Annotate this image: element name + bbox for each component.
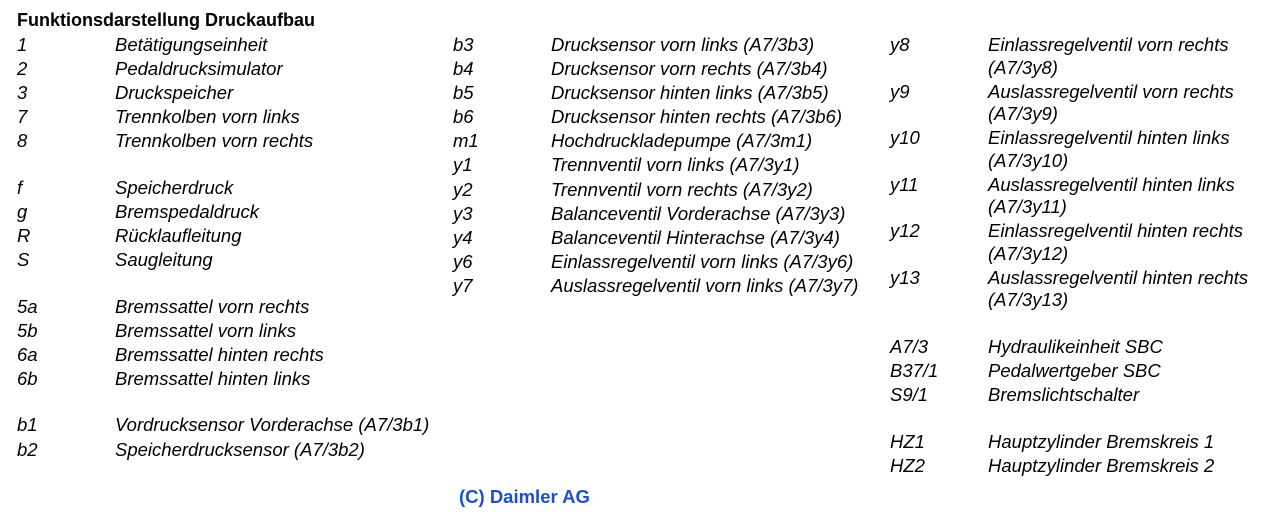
legend-description: Bremssattel vorn links [115, 319, 296, 341]
legend-entry [17, 368, 437, 391]
legend-entry [453, 106, 883, 129]
legend-column-1 [17, 34, 437, 463]
legend-description: Balanceventil Vorderachse (A7/3y3) [551, 202, 846, 224]
legend-entry [890, 81, 1280, 126]
legend-description: Drucksensor vorn links (A7/3b3) [551, 34, 815, 55]
legend-entry [453, 275, 883, 298]
legend-code: 1 [17, 34, 28, 55]
legend-code: 5a [17, 295, 38, 317]
legend-description: Trennventil vorn links (A7/3y1) [551, 154, 800, 176]
legend-entry [453, 58, 883, 81]
legend-description: Trennkolben vorn rechts [115, 130, 314, 152]
legend-code: y12 [890, 220, 920, 242]
legend-entry [453, 154, 883, 177]
legend-description: Auslassregelventil vorn links (A7/3y7) [551, 274, 859, 296]
legend-description: Bremspedaldruck [115, 200, 259, 222]
legend-code: b2 [17, 438, 38, 460]
legend-description: Betätigungseinheit [115, 34, 268, 55]
legend-entry [453, 179, 883, 202]
legend-entry [17, 249, 437, 272]
legend-entry [17, 58, 437, 81]
legend-description: Drucksensor hinten rechts (A7/3b6) [551, 106, 842, 128]
legend-description: Einlassregelventil hinten rechts (A7/3y12) [988, 220, 1244, 264]
legend-code: y13 [890, 266, 920, 288]
legend-code: b3 [453, 34, 474, 55]
legend-entry [890, 360, 1280, 383]
legend-code: b4 [453, 58, 474, 80]
legend-entry [453, 82, 883, 105]
legend-entry [17, 414, 437, 437]
legend-code: y11 [890, 173, 919, 195]
legend-description: Bremslichtschalter [988, 384, 1140, 406]
legend-entry [17, 106, 437, 129]
legend-code: g [17, 200, 28, 222]
legend-code: y2 [453, 178, 473, 200]
legend-code: 8 [17, 130, 28, 152]
legend-description: Rücklaufleitung [115, 225, 242, 247]
legend-code: HZ1 [890, 430, 925, 452]
legend-code: b5 [453, 82, 474, 104]
legend-description: Bremssattel vorn rechts [115, 295, 310, 317]
legend-description: Hauptzylinder Bremskreis 1 [988, 430, 1215, 452]
legend-entry [890, 34, 1280, 79]
legend-column-3 [890, 34, 1280, 479]
page-title: Funktionsdarstellung Druckaufbau [17, 10, 316, 30]
legend-description: Auslassregelventil hinten rechts (A7/3y13) [988, 266, 1249, 311]
legend-entry [17, 439, 437, 462]
legend-description: Hauptzylinder Bremskreis 2 [988, 454, 1215, 476]
legend-description: Trennkolben vorn links [115, 106, 300, 128]
copyright-notice: (C) Daimler AG [459, 486, 590, 507]
legend-description: Bremssattel hinten links [115, 367, 311, 389]
legend-description: Einlassregelventil vorn links (A7/3y6) [551, 250, 854, 272]
legend-entry [17, 130, 437, 153]
legend-description: Auslassregelventil vorn rechts (A7/3y9) [988, 80, 1234, 125]
legend-code: y4 [453, 226, 473, 248]
legend-description: Druckspeicher [115, 82, 234, 104]
legend-entry [890, 431, 1280, 454]
legend-entry [890, 384, 1280, 407]
legend-entry [17, 177, 437, 200]
legend-description: Speicherdruck [115, 176, 234, 198]
legend-description: Drucksensor vorn rechts (A7/3b4) [551, 58, 828, 80]
legend-code: HZ2 [890, 454, 925, 476]
legend-entry [890, 336, 1280, 359]
legend-entry [453, 130, 883, 153]
legend-code: y7 [453, 274, 473, 296]
legend-code: A7/3 [890, 335, 929, 357]
legend-description: Trennventil vorn rechts (A7/3y2) [551, 178, 813, 200]
legend-entry [17, 34, 437, 57]
legend-code: 6a [17, 343, 38, 365]
legend-code: y6 [453, 250, 473, 272]
legend-entry [890, 174, 1280, 219]
legend-description: Hochdruckladepumpe (A7/3m1) [551, 130, 813, 152]
legend-code: m1 [453, 130, 479, 152]
legend-entry [453, 251, 883, 274]
legend-code: b6 [453, 106, 474, 128]
legend-description: Auslassregelventil hinten links (A7/3y11) [988, 173, 1235, 218]
legend-description: Bremssattel hinten rechts [115, 343, 324, 365]
legend-code: y10 [890, 127, 920, 149]
legend-description: Vordrucksensor Vorderachse (A7/3b1) [115, 414, 430, 436]
legend-entry [453, 227, 883, 250]
legend-entry [17, 201, 437, 224]
legend-entry [890, 455, 1280, 478]
legend-entry [890, 127, 1280, 172]
legend-description: Einlassregelventil hinten links (A7/3y10) [988, 127, 1230, 171]
legend-code: y9 [890, 80, 910, 102]
legend-column-2 [453, 34, 883, 299]
legend-code: R [17, 225, 31, 247]
legend-entry [17, 82, 437, 105]
legend-code: 5b [17, 319, 38, 341]
legend-description: Balanceventil Hinterachse (A7/3y4) [551, 226, 840, 248]
legend-code: y3 [453, 202, 473, 224]
legend-description: Pedaldrucksimulator [115, 58, 283, 80]
legend-code: 6b [17, 367, 38, 389]
legend-entry [17, 296, 437, 319]
legend-code: b1 [17, 414, 38, 436]
legend-entry [17, 320, 437, 343]
legend-code: 2 [17, 58, 28, 80]
legend-entry [890, 220, 1280, 265]
legend-description: Hydraulikeinheit SBC [988, 335, 1163, 357]
legend-code: 3 [17, 82, 28, 104]
legend-code: y1 [453, 154, 473, 176]
legend-description: Saugleitung [115, 249, 213, 271]
legend-description: Drucksensor hinten links (A7/3b5) [551, 82, 829, 104]
legend-code: S9/1 [890, 384, 929, 406]
legend-code: f [17, 176, 23, 198]
legend-description: Pedalwertgeber SBC [988, 360, 1161, 382]
legend-code: B37/1 [890, 360, 939, 382]
legend-description: Speicherdrucksensor (A7/3b2) [115, 438, 365, 460]
legend-entry [890, 267, 1280, 312]
legend-entry [17, 225, 437, 248]
legend-description: Einlassregelventil vorn rechts (A7/3y8) [988, 34, 1229, 78]
legend-code: S [17, 249, 30, 271]
legend-entry [17, 344, 437, 367]
legend-code: 7 [17, 106, 28, 128]
legend-entry [453, 34, 883, 57]
legend-entry [453, 203, 883, 226]
legend-code: y8 [890, 34, 910, 55]
